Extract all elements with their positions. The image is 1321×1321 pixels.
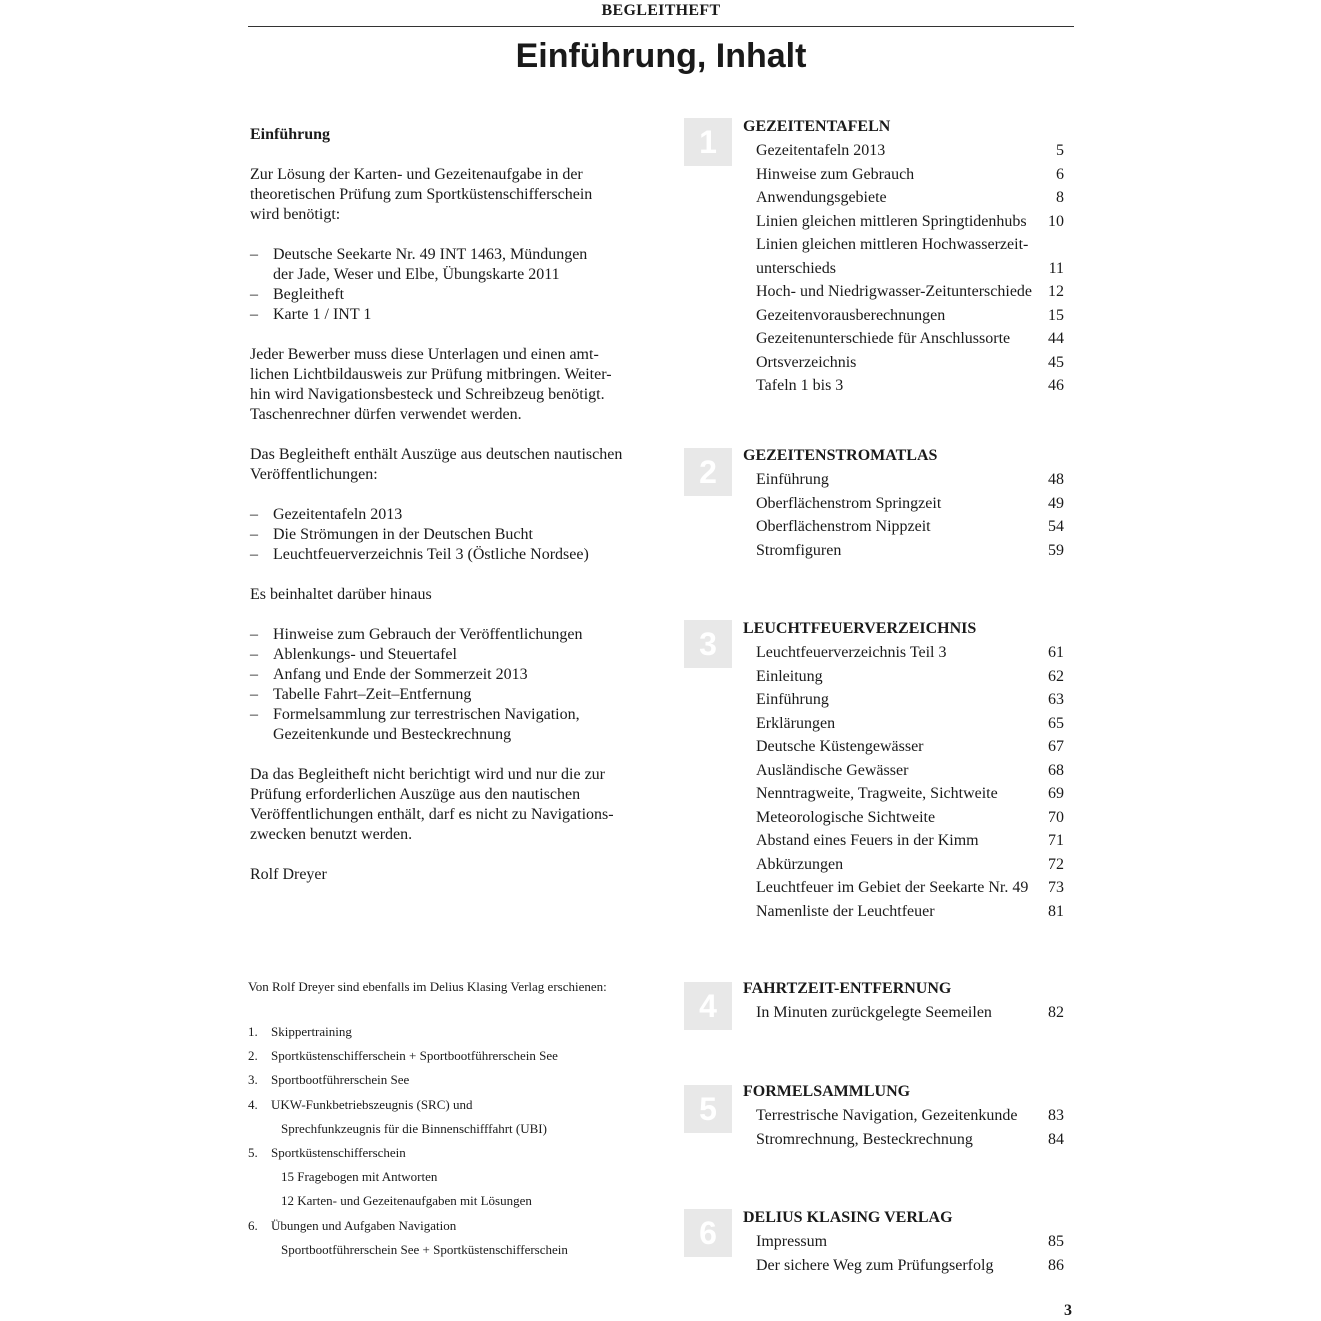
toc-entry-label: Stromfiguren	[756, 541, 842, 559]
book-line	[248, 1189, 668, 1213]
toc-entry-label: Gezeitenunterschiede für Anschlussorte	[756, 330, 1011, 347]
dash: –	[250, 686, 258, 703]
intro-paragraph	[250, 585, 650, 605]
toc-entry-page: 46	[1048, 377, 1064, 394]
book-line	[248, 1165, 668, 1189]
toc-entry-page: 82	[1048, 1004, 1064, 1021]
publications-list	[250, 505, 650, 565]
toc-entry-label: Terrestrische Navigation, Gezeitenkunde	[756, 1107, 1018, 1124]
book-title: Sportküstenschifferschein	[271, 1144, 406, 1160]
book-title: Skippertraining	[271, 1024, 352, 1039]
toc-entry-page: 72	[1048, 855, 1064, 873]
book-number: 2.	[248, 1048, 258, 1064]
dash: –	[250, 306, 258, 323]
toc-entry	[756, 641, 1064, 665]
section-entries	[756, 139, 1064, 398]
dash: –	[250, 286, 258, 303]
toc-entry-label: Einführung	[756, 471, 829, 488]
book-title: UKW-Funkbetriebszeugnis (SRC) und	[271, 1096, 473, 1112]
book-title: 15 Fragebogen mit Antworten	[281, 1169, 438, 1185]
toc-entry-page: 81	[1048, 902, 1064, 920]
section-entries	[756, 468, 1064, 562]
book-line	[248, 1117, 668, 1141]
text-line: Begleitheft	[273, 286, 345, 303]
book-line	[248, 1141, 668, 1165]
toc-entry-label: Abkürzungen	[756, 855, 844, 873]
toc-entry	[756, 139, 1064, 163]
text-line: Veröffentlichungen enthält, darf es nicht zu Navigations-	[250, 806, 614, 823]
header-rule	[248, 26, 1074, 27]
other-books-heading: Von Rolf Dreyer sind ebenfalls im Delius Klasing Verlag erschienen:	[248, 979, 607, 994]
list-item	[250, 545, 650, 565]
text-line: Hinweise zum Gebrauch der Veröffentlichungen	[273, 626, 583, 643]
toc-entry-label: Einleitung	[756, 667, 823, 685]
toc-entry-page: 68	[1048, 761, 1064, 779]
text-line: Ablenkungs- und Steuertafel	[273, 646, 457, 663]
intro-heading: Einführung	[250, 126, 331, 143]
toc-entry-page: 6	[1056, 165, 1064, 183]
text-line: Karte 1 / INT 1	[273, 306, 372, 323]
list-item	[250, 685, 650, 705]
intro-paragraph	[250, 165, 650, 225]
toc-entry	[756, 782, 1064, 806]
toc-entry	[756, 1230, 1064, 1254]
toc-entry-label: Impressum	[756, 1233, 828, 1250]
additional-contents-list	[250, 625, 650, 745]
toc-entry-label: Tafeln 1 bis 3	[756, 377, 844, 394]
text-line: Deutsche Seekarte Nr. 49 INT 1463, Mündungen	[273, 246, 588, 263]
toc-entry-page: 8	[1056, 189, 1064, 206]
book-title: Sportbootführerschein See + Sportküstenschifferschein	[281, 1241, 568, 1257]
book-title: Sprechfunkzeugnis für die Binnenschifffahrt (UBI)	[281, 1120, 547, 1136]
dash: –	[250, 706, 258, 723]
dash: –	[250, 626, 258, 643]
toc-entry-page: 49	[1048, 494, 1064, 512]
dash: –	[250, 546, 258, 563]
book-number: 3.	[248, 1072, 258, 1088]
intro-paragraph	[250, 345, 650, 425]
toc-entry	[756, 257, 1064, 281]
book-line	[248, 1093, 668, 1117]
toc-entry-label: Gezeitentafeln 2013	[756, 142, 886, 159]
toc-entry	[756, 735, 1064, 759]
book-number: 1.	[248, 1024, 258, 1039]
author-signature: Rolf Dreyer	[250, 866, 327, 883]
toc-entry-page: 84	[1048, 1130, 1064, 1148]
list-item	[250, 665, 650, 685]
toc-entry-page: 65	[1048, 714, 1064, 732]
section-entries	[756, 1230, 1064, 1277]
toc-entry	[756, 665, 1064, 689]
toc-entry-label: Meteorologische Sichtweite	[756, 808, 936, 826]
toc-entry	[756, 759, 1064, 783]
intro-paragraph	[250, 765, 650, 845]
toc-entry-page: 71	[1048, 832, 1064, 849]
book-number: 4.	[248, 1096, 258, 1112]
text-line: lichen Lichtbildausweis zur Prüfung mitbringen. Weiter-	[250, 366, 612, 383]
toc-entry-page: 85	[1048, 1233, 1064, 1250]
toc-entry-page: 12	[1048, 283, 1064, 300]
dash: –	[250, 526, 258, 543]
text-line: Tabelle Fahrt–Zeit–Entfernung	[273, 686, 472, 703]
text-line: Leuchtfeuerverzeichnis Teil 3 (Östliche Nordsee)	[273, 546, 589, 563]
section-number-badge: 3	[684, 620, 732, 668]
toc-entry-page: 54	[1048, 518, 1064, 535]
toc-entry	[756, 492, 1064, 516]
section-number-badge: 2	[684, 448, 732, 496]
text-line: Es beinhaltet darüber hinaus	[250, 586, 432, 603]
toc-entry-page: 11	[1048, 259, 1064, 277]
toc-entry	[756, 900, 1064, 924]
section-number-badge: 5	[684, 1085, 732, 1133]
toc-entry-label: Erklärungen	[756, 714, 836, 732]
toc-entry-page: 73	[1048, 879, 1064, 896]
toc-entry-page: 70	[1048, 808, 1064, 826]
toc-entry-page: 61	[1048, 644, 1064, 661]
toc-entry-page: 15	[1048, 306, 1064, 324]
toc-entry	[756, 233, 1064, 257]
book-line	[248, 1044, 668, 1068]
other-books-list	[248, 1020, 668, 1262]
book-title: Sportküstenschifferschein + Sportbootführerschein See	[271, 1048, 558, 1064]
toc-entry	[756, 351, 1064, 375]
dash: –	[250, 246, 258, 263]
toc-entry-page: 62	[1048, 667, 1064, 685]
toc-entry-label: Linien gleichen mittleren Hochwasserzeit-	[756, 236, 1029, 253]
text-line: hin wird Navigationsbesteck und Schreibzeug benötigt.	[250, 386, 605, 403]
dash: –	[250, 646, 258, 663]
toc-entry-label: Linien gleichen mittleren Springtidenhubs	[756, 212, 1027, 230]
toc-entry-page: 86	[1048, 1256, 1064, 1274]
text-line: Gezeitentafeln 2013	[273, 506, 403, 523]
book-line	[248, 1020, 668, 1044]
toc-entry	[756, 1128, 1064, 1152]
book-title: 12 Karten- und Gezeitenaufgaben mit Lösungen	[281, 1193, 532, 1209]
toc-entry-label: Oberflächenstrom Springzeit	[756, 494, 942, 512]
introduction	[250, 125, 650, 885]
dash: –	[250, 666, 258, 683]
book-number: 5.	[248, 1144, 258, 1160]
toc-entry-label: Hoch- und Niedrigwasser-Zeitunterschiede	[756, 283, 1033, 300]
list-item	[250, 305, 650, 325]
toc-entry-label: Ortsverzeichnis	[756, 353, 857, 371]
toc-entry-label: Stromrechnung, Besteckrechnung	[756, 1130, 973, 1148]
toc-entry	[756, 280, 1064, 304]
book-number: 6.	[248, 1217, 258, 1233]
toc-entry-page: 83	[1048, 1107, 1064, 1124]
toc-entry	[756, 210, 1064, 234]
text-line: Gezeitenkunde und Besteckrechnung	[273, 726, 512, 743]
toc-entry-label: Einführung	[756, 691, 829, 708]
toc-entry-label: Nenntragweite, Tragweite, Sichtweite	[756, 785, 998, 802]
toc-entry	[756, 1104, 1064, 1128]
toc-entry-page: 67	[1048, 738, 1064, 755]
book-title: Sportbootführerschein See	[271, 1072, 410, 1088]
section-number-badge: 4	[684, 982, 732, 1030]
section-entries	[756, 1001, 1064, 1025]
toc-entry-page: 45	[1048, 353, 1064, 371]
section-entries	[756, 641, 1064, 923]
section-title: GEZEITENSTROMATLAS	[743, 447, 938, 464]
book-line	[248, 1238, 668, 1262]
toc-entry	[756, 688, 1064, 712]
toc-entry	[756, 515, 1064, 539]
toc-entry-page: 5	[1056, 142, 1064, 159]
toc-entry	[756, 1001, 1064, 1025]
list-item	[250, 525, 650, 545]
toc-entry	[756, 876, 1064, 900]
toc-entry-label: Anwendungsgebiete	[756, 189, 887, 206]
toc-entry	[756, 829, 1064, 853]
book-line	[248, 1068, 668, 1092]
text-line: Das Begleitheft enthält Auszüge aus deutschen nautischen	[250, 446, 623, 463]
toc-entry-label: Namenliste der Leuchtfeuer	[756, 902, 935, 920]
section-title: DELIUS KLASING VERLAG	[743, 1209, 953, 1226]
section-entries	[756, 1104, 1064, 1151]
section-number-badge: 6	[684, 1209, 732, 1257]
page-title: Einführung, Inhalt	[515, 37, 807, 75]
list-item	[250, 645, 650, 665]
toc-entry	[756, 853, 1064, 877]
text-line: Da das Begleitheft nicht berichtigt wird und nur die zur	[250, 766, 606, 783]
toc-entry-page: 59	[1048, 541, 1064, 559]
toc-entry	[756, 539, 1064, 563]
toc-entry	[756, 806, 1064, 830]
section-number-badge: 1	[684, 118, 732, 166]
toc-entry-label: Leuchtfeuerverzeichnis Teil 3	[756, 644, 947, 661]
toc-entry	[756, 304, 1064, 328]
text-line: wird benötigt:	[250, 206, 341, 223]
section-title: GEZEITENTAFELN	[743, 118, 891, 135]
page-number: 3	[1064, 1302, 1072, 1319]
toc-entry-page: 63	[1048, 691, 1064, 708]
toc-entry	[756, 163, 1064, 187]
text-line: Taschenrechner dürfen verwendet werden.	[250, 406, 522, 423]
text-line: Zur Lösung der Karten- und Gezeitenaufgabe in der	[250, 166, 583, 183]
toc-entry-page: 69	[1048, 785, 1064, 802]
text-line: theoretischen Prüfung zum Sportküstenschifferschein	[250, 186, 593, 203]
toc-entry-label: Der sichere Weg zum Prüfungserfolg	[756, 1256, 994, 1274]
text-line: Die Strömungen in der Deutschen Bucht	[273, 526, 533, 543]
text-line: Anfang und Ende der Sommerzeit 2013	[273, 666, 528, 683]
toc-entry	[756, 468, 1064, 492]
text-line: Formelsammlung zur terrestrischen Navigation,	[273, 706, 580, 723]
required-materials-list	[250, 245, 650, 325]
book-line	[248, 1214, 668, 1238]
toc-entry-page: 48	[1048, 471, 1064, 488]
book-title: Übungen und Aufgaben Navigation	[271, 1217, 457, 1233]
section-title: FAHRTZEIT-ENTFERNUNG	[743, 980, 952, 997]
section-title: FORMELSAMMLUNG	[743, 1083, 911, 1100]
toc-entry-label: Leuchtfeuer im Gebiet der Seekarte Nr. 49	[756, 879, 1029, 896]
intro-paragraph	[250, 445, 650, 485]
section-title: LEUCHTFEUERVERZEICHNIS	[743, 620, 977, 637]
toc-entry	[756, 712, 1064, 736]
toc-entry-page: 44	[1048, 330, 1064, 347]
toc-entry-page: 10	[1048, 212, 1064, 230]
dash: –	[250, 506, 258, 523]
toc-entry-label: In Minuten zurückgelegte Seemeilen	[756, 1004, 992, 1021]
other-books	[248, 979, 668, 1262]
list-item	[250, 245, 650, 285]
toc-entry-label: Ausländische Gewässer	[756, 761, 909, 779]
list-item	[250, 705, 650, 745]
text-line: Prüfung erforderlichen Auszüge aus den nautischen	[250, 786, 581, 803]
text-line: Veröffentlichungen:	[250, 466, 378, 483]
toc-entry-label: Gezeitenvorausberechnungen	[756, 306, 946, 324]
list-item	[250, 285, 650, 305]
running-head: BEGLEITHEFT	[601, 2, 721, 19]
toc-entry-label: Deutsche Küstengewässer	[756, 738, 924, 755]
text-line: der Jade, Weser und Elbe, Übungskarte 2011	[273, 266, 560, 283]
text-line: zwecken benutzt werden.	[250, 826, 413, 843]
toc-entry	[756, 186, 1064, 210]
text-line: Jeder Bewerber muss diese Unterlagen und einen amt-	[250, 346, 599, 363]
toc-entry-label: Oberflächenstrom Nippzeit	[756, 518, 931, 535]
list-item	[250, 505, 650, 525]
toc-entry	[756, 374, 1064, 398]
toc-entry	[756, 327, 1064, 351]
toc-entry-label: Abstand eines Feuers in der Kimm	[756, 832, 979, 849]
toc-entry-label: Hinweise zum Gebrauch	[756, 165, 915, 183]
toc-entry	[756, 1254, 1064, 1278]
list-item	[250, 625, 650, 645]
toc-entry-label: unterschieds	[756, 259, 836, 277]
